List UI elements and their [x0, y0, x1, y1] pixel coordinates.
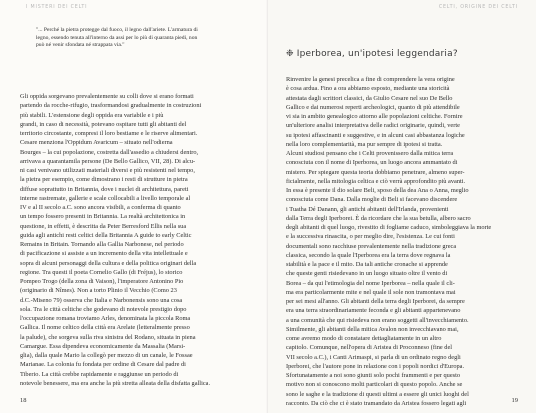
body-line: ficialmente, nella mitologia celtica e ciò verrà approfondito più avanti.	[286, 177, 466, 185]
body-line: arrivava a quarantamila persone (De Bello Gallico, VII, 28). Di alcu-	[20, 157, 196, 165]
body-line: i Tuatha Dé Danann, gli antichi abitanti dell'Irlanda, provenienti	[286, 205, 449, 213]
body-line: nella loro complementarità, ma pur sempre di ipotesi si tratta.	[286, 140, 443, 148]
running-head-right: CELTI, ORIGINE DEI CELTI	[438, 5, 518, 10]
body-line: questione, in effetti, è descritta da Peter Berresford Ellis nella sua	[20, 222, 187, 230]
body-line: (originario di Nîmes). Non a torto Plinio il Vecchio (Como 23	[20, 287, 177, 295]
body-line: Remains in Britain. Tornando alla Gallia Narbonese, nel periodo	[20, 241, 184, 248]
body-line: è cosa ardua. Fino a ora abbiamo esposto, mediante una storicità	[286, 85, 450, 93]
body-line: sono le saghe e la tradizione di questi ultimi a essere gli unici luoghi del	[286, 390, 469, 398]
body-line: la pietra per esempio, come dimostrano i resti di strutture in pietra	[20, 176, 188, 184]
body-line: Gallica. Il nome celtico della città era Arelate (letteralmente presso	[20, 324, 190, 332]
body-line: Gallico e dai numerosi reperti archeologici, quanto di più attendibile	[286, 103, 460, 111]
body-line: documentali sono racchiuse prevalentemente nella tradizione greca	[286, 242, 457, 250]
body-line: come avremo modo di constatare dettagliatamente in un altro	[286, 335, 442, 342]
body-line: Borea – da qui l'etimologia del nome Iperborea – nella quale il cli-	[286, 279, 455, 287]
body-line: conosciuta con il nome di Iperborea, un luogo ancora ammantato di	[286, 159, 458, 167]
quote-line: può né venir sfondata né strappata via."	[36, 42, 125, 49]
body-line: che queste genti risiedevano in un luogo situato oltre il vento di	[286, 270, 448, 278]
running-head-left: I MISTERI DEI CELTI	[26, 5, 88, 10]
body-line: Cesare menziona l'Oppidum Avaricum – situato nell'odierna	[20, 139, 173, 147]
body-line: degli abitanti di quel luogo, rivestito di fogliame caduco, simboleggiava la morte	[286, 224, 492, 231]
page-number-right: 19	[511, 397, 518, 404]
body-line: sola. Tra le città celtiche che godevano di notevole prestigio dopo	[20, 305, 187, 313]
body-line: grandi, in caso di necessità, potevano ospitare tutti gli abitanti del	[20, 120, 187, 128]
body-line: In essa è presente il dio solare Beli, sposo della dea Ana o Anna, meglio	[286, 187, 469, 194]
body-line: l'occupazione romana troviamo Arles, denominata la piccola Roma	[20, 315, 191, 322]
body-line: diffuse soprattutto in Britannia, dove i nuclei di architettura, pareti	[20, 185, 189, 193]
body-line: Tiberio. La città crebbe rapidamente e raggiunse un periodo di	[20, 370, 179, 378]
body-line: su ipotesi affascinanti e suggestive, e in alcuni casi abbastanza logiche	[286, 131, 465, 139]
body-line: ma era particolarmente mite e nel quale il sole non tramontava mai	[286, 288, 456, 296]
body-line: motivo non si conoscono molti particolari di questo popolo. Anche se	[286, 381, 463, 389]
body-line: Alcuni studiosi pensano che i Celti provenissero dalla mitica terra	[286, 150, 454, 157]
body-line: Bourges – la cui popolazione, costretta dall'assedio a chiudersi dentro,	[20, 148, 199, 156]
quote-line: "... Perché la pietra protegge dal fuoco, il legno dall'ariete. L'armatura di	[36, 27, 198, 33]
body-line: Sfortunatamente a noi sono giunti solo pochi frammenti e per questo	[286, 372, 461, 379]
body-line: Pompeo Trogo (della zona di Vaison), l'imperatore Antonino Pio	[20, 278, 184, 285]
body-line: interne rastremate, gallerie e scale collocabili a livello temporale al	[20, 194, 191, 202]
body-line: guida agli antichi resti celtici della Britannia A guide to early Celtic	[20, 231, 192, 239]
body-line: più stabili. L'estensione degli oppida era variabile e i più	[20, 111, 164, 119]
body-line: classica, secondo la quale l'Iperborea era la terra dove regnava la	[286, 251, 451, 259]
body-line: IV e al II secolo a.C. sono ancora visibili, a conferma di quanto	[20, 204, 181, 211]
section-heading	[286, 49, 458, 59]
body-line: era una terra straordinariamente feconda e gli abitanti appartenevano	[286, 307, 461, 315]
flower-ornament-icon: ❉	[286, 49, 294, 59]
body-line: notevole benessere, ma era anche la più stretta alleata della disfatta gallica.	[20, 379, 211, 387]
body-line: Camargue. Essa dipendeva economicamente da Massalia (Marsi-	[20, 342, 186, 350]
body-line: dalla Terra degli Iperborei. È da ricordare che la sua betulla, albero sacro	[286, 214, 471, 222]
body-line: a una comunità che qui risiedeva non erano soggetti all'invecchiamento.	[286, 316, 469, 324]
body-line: territorio circostante, compresi il loro bestiame e le riserve alimentari.	[20, 130, 198, 137]
quote-line: legno, essendo tenuta all'interno da assi per lo più di quaranta piedi, non	[36, 34, 198, 41]
body-line: ni casi venivano utilizzati materiali diversi e più resistenti nel tempo,	[20, 167, 195, 174]
body-line: Gli oppida sorgevano prevalentemente su colli dove si erano formati	[20, 93, 194, 100]
left-body-text	[20, 92, 249, 388]
body-line: attestata dagli scrittori classici, da Giulio Cesare nel suo De Bello	[286, 94, 453, 102]
body-line: la palude), che sorgeva sulla riva sinistra del Rodano, situata in piena	[20, 333, 196, 341]
body-line: d.C.-Miseno 79) osserva che Italia e Narbonensis sono una cosa	[20, 296, 183, 304]
body-line: un tempo fossero presenti in Britannia. La realtà architettonica in	[20, 213, 186, 221]
body-line: Similmente, gli abitanti della mitica Avalon non invecchiavano mai,	[286, 325, 459, 333]
body-line: vi sia in ambito genealogico attorno alle popolazioni celtiche. Fornire	[286, 113, 463, 120]
body-line: mistero. Per spiegare questa teoria dobbiamo penetrare, almeno super-	[286, 168, 465, 176]
body-line: conosciuta come Dana. Dalla moglie di Beli si facevano discendere	[286, 196, 458, 204]
body-line: partendo da rocche-rifugio, trasformandosi gradualmente in costruzioni	[20, 102, 202, 110]
body-line: e la successiva rinascita, o per meglio dire, l'esistenza. Le cui fonti	[286, 233, 455, 241]
body-line: Iperborei, che l'autore pone in relazione con i popoli nordici d'Europa.	[286, 362, 465, 370]
body-line: per sei mesi all'anno. Gli abitanti della terra degli Iperborei, da sempre	[286, 298, 465, 305]
body-line: di pacificazione si assiste a un incremento della vita intellettuale e	[20, 250, 188, 258]
body-line: un'ulteriore analisi interpretativa delle radici originarie, quindi, verte	[286, 122, 460, 130]
page-number-left: 18	[20, 397, 27, 404]
right-body-text	[286, 75, 518, 408]
body-line: regione. Tra questi il poeta Cornelio Gallo (di Fréjus), lo storico	[20, 268, 183, 276]
epigraph-quote	[36, 27, 240, 50]
section-heading-text: Iperborea, un'ipotesi leggendaria?	[296, 49, 458, 59]
body-line: Marianae. La colonia fu fondata per ordine di Cesare dal padre di	[20, 361, 186, 369]
body-line: sopra di alcuni personaggi della cultura e della politica originari della	[20, 259, 197, 267]
body-line: glia), dalla quale Mario la collegò per mezzo di un canale, le Fossae	[20, 352, 193, 359]
body-line: racconto. Da ciò che ci è stato tramandato da Aristea fossero legati agli	[286, 399, 467, 407]
body-line: Rinvenire la genesi precelica a fine di comprendere la vera origine	[286, 76, 455, 83]
body-line: VII secolo a.C.), i Canti Arimaspi, si parla di un ordinato regno degli	[286, 353, 461, 361]
body-line: capitolo. Comunque, nell'opera di Aristea di Proconneso (fine del	[286, 344, 453, 352]
body-line: stabilità e la pace e il mito. Da tali antiche cronache si apprende	[286, 261, 448, 268]
